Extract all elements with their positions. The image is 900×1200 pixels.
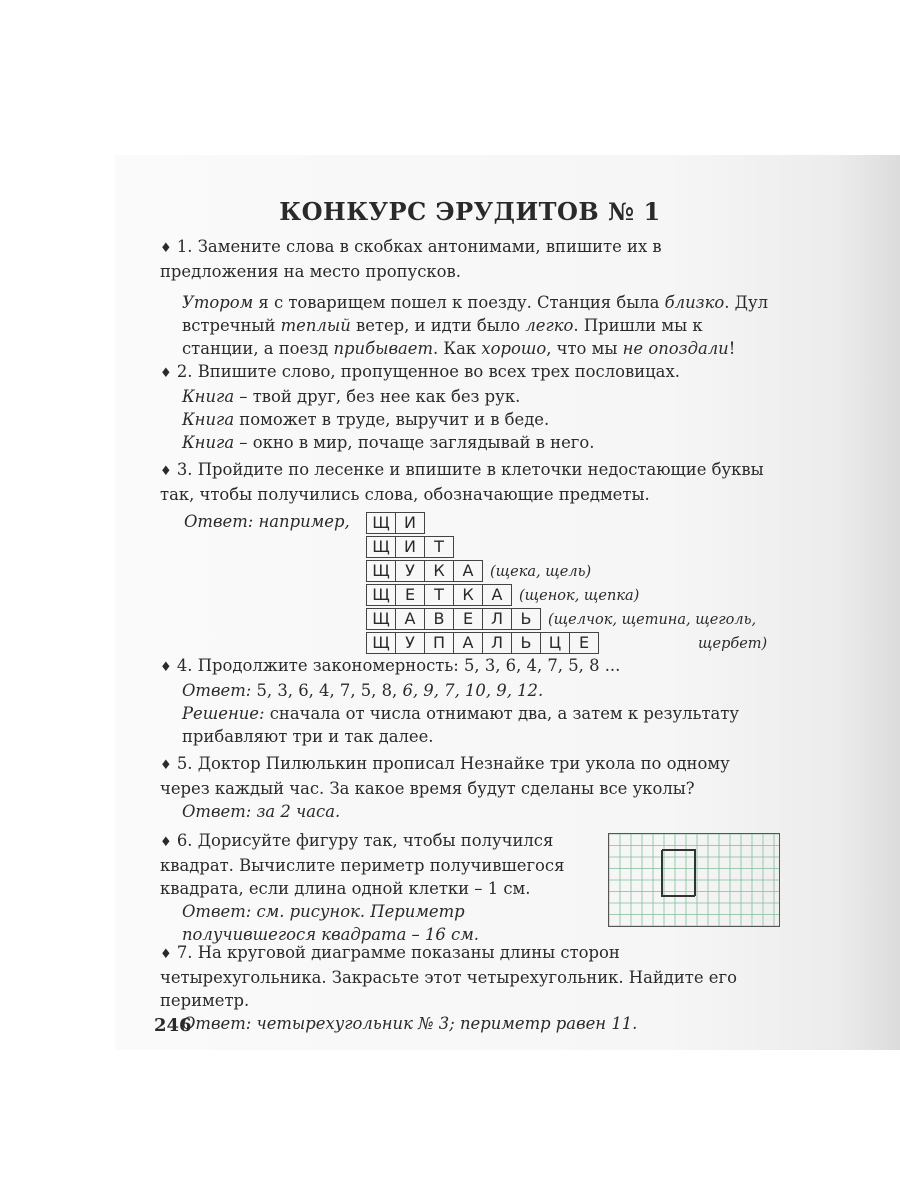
ladder-cell: Т [424, 536, 454, 558]
ladder-cell: У [395, 560, 425, 582]
task-1-question: ♦ 1. Замените слова в скобках антонимами, впишите их в предложения на место пропусков. [160, 237, 662, 281]
ladder-row [366, 608, 757, 630]
word-ladder [160, 510, 780, 652]
ladder-row [366, 512, 598, 534]
ladder-grid [366, 512, 768, 656]
ladder-cell: Ц [540, 632, 570, 654]
task-6-question: ♦ 6. Дорисуйте фигуру так, чтобы получился квадрат. Вычислите периметр получившегося квадрата, если длина одной клетки – 1 см. [160, 831, 565, 898]
ladder-row [366, 584, 640, 606]
task-6 [160, 829, 780, 944]
task-4-question: ♦ 4. Продолжите закономерность: 5, 3, 6, 4, 7, 5, 8 ... [160, 656, 621, 675]
ladder-hint: (щека, щель) [490, 564, 592, 580]
task-5-question: ♦ 5. Доктор Пилюлькин прописал Незнайке три укола по одному через каждый час. За какое время будут сделаны все уколы? [160, 754, 730, 798]
ladder-cell: Т [424, 584, 454, 606]
ladder-cell: Л [482, 632, 512, 654]
ladder-hint: (щенок, щепка) [519, 588, 640, 604]
task-7-answer: Ответ: четырехугольник № 3; периметр равен 11. [182, 1014, 638, 1033]
ladder-row [366, 560, 598, 582]
ladder-cell: И [395, 512, 425, 534]
ladder-cell: Щ [366, 632, 396, 654]
ladder-cell: Е [453, 608, 483, 630]
ladder-cell: А [453, 560, 483, 582]
square-grid-figure [608, 833, 780, 927]
ladder-row [366, 632, 768, 654]
ladder-cell: К [424, 560, 454, 582]
proverb-2: Книга поможет в труде, выручит и в беде. [182, 410, 550, 429]
ladder-cell: А [453, 632, 483, 654]
page-content [160, 197, 780, 1035]
bullet-icon: ♦ [160, 835, 172, 850]
ladder-cell: Ь [511, 632, 541, 654]
ladder-cell: Щ [366, 608, 396, 630]
ladder-cell: Щ [366, 512, 396, 534]
ladder-hint: (щелчок, щетина, щеголь, [548, 612, 757, 628]
ladder-cell: Щ [366, 560, 396, 582]
task-4-answer: Ответ: 5, 3, 6, 4, 7, 5, 8, 6, 9, 7, 10, 9, 12. [182, 681, 544, 700]
bullet-icon: ♦ [160, 366, 172, 381]
task-1-text: Утором я с товарищем пошел к поезду. Станция была близко. Дул встречный теплый ветер, и идти было легко. Пришли мы к станции, а поезд прибывает. Как хорошо, что мы не опоздали! [182, 293, 769, 358]
ladder-cell: Ь [511, 608, 541, 630]
bullet-icon: ♦ [160, 758, 172, 773]
ladder-cell: Л [482, 608, 512, 630]
task-3-question: ♦ 3. Пройдите по лесенке и впишите в клеточки недостающие буквы так, чтобы получились слова, обозначающие предметы. [160, 460, 764, 504]
ladder-cell: Е [395, 584, 425, 606]
task-5-answer: Ответ: за 2 часа. [182, 802, 341, 821]
proverb-1: Книга – твой друг, без нее как без рук. [182, 387, 521, 406]
ladder-answer-label: Ответ: например, [184, 512, 350, 531]
task-6-answer: Ответ: см. рисунок. Периметр получившегося квадрата – 16 см. [182, 902, 480, 944]
ladder-row [366, 536, 598, 558]
ladder-cell: Щ [366, 536, 396, 558]
ladder-cell: К [453, 584, 483, 606]
bullet-icon: ♦ [160, 660, 172, 675]
ladder-cell: А [395, 608, 425, 630]
ladder-cell: Щ [366, 584, 396, 606]
ladder-cell: В [424, 608, 454, 630]
proverb-3: Книга – окно в мир, почаще заглядывай в него. [182, 433, 595, 452]
ladder-cell: П [424, 632, 454, 654]
task-2-question: ♦ 2. Впишите слово, пропущенное во всех трех пословицах. [160, 362, 680, 381]
task-7-question: ♦ 7. На круговой диаграмме показаны длины сторон четырехугольника. Закрасьте этот четырехугольник. Найдите его периметр. [160, 943, 737, 1010]
bullet-icon: ♦ [160, 947, 172, 962]
ladder-hint: щербет) [698, 636, 768, 652]
ladder-cell: Е [569, 632, 599, 654]
bullet-icon: ♦ [160, 464, 172, 479]
page-number: 246 [154, 1015, 192, 1036]
ladder-cell: А [482, 584, 512, 606]
ladder-cell: И [395, 536, 425, 558]
task-4-solution: Решение: сначала от числа отнимают два, а затем к результату прибавляют три и так далее. [182, 704, 740, 746]
page-title: КОНКУРС ЭРУДИТОВ № 1 [279, 197, 661, 226]
bullet-icon: ♦ [160, 241, 172, 256]
ladder-cell: У [395, 632, 425, 654]
